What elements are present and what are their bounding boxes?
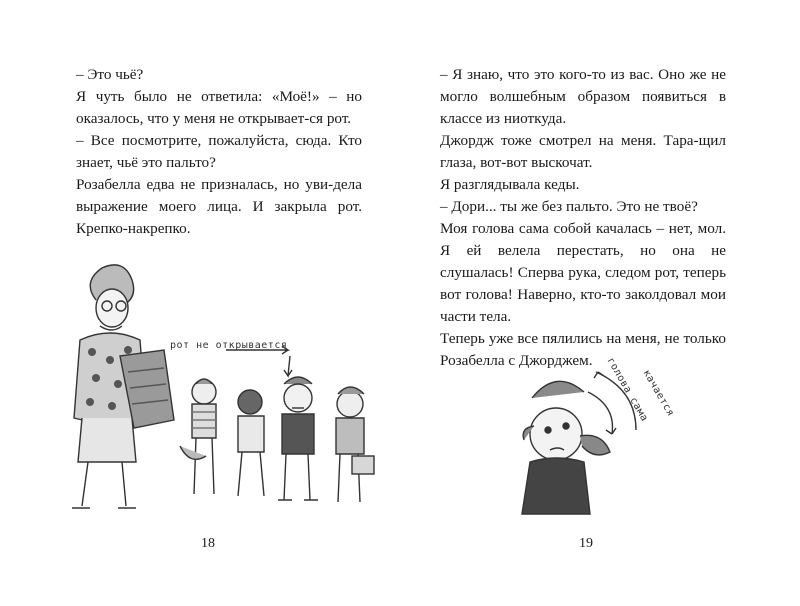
paragraph: Я чуть было не ответила: «Моё!» – но оказалось, что у меня не открывает-ся рот. [76,88,362,127]
page-number: 19 [579,536,593,551]
paragraph: Я разглядывала кеды. [440,176,580,193]
paragraph: – Все посмотрите, пожалуйста, сюда. Кто знает, чьё это пальто? [76,132,362,171]
paragraph: Теперь уже все пялились на меня, не только Розабелла с Джорджем. [440,330,726,369]
illustration-caption-line-2: качается [640,368,677,419]
paragraph: Розабелла едва не призналась, но уви-дела выражение моего лица. И закрыла рот. Крепко-накрепко. [76,176,362,237]
paragraph: Моя голова сама собой качалась – нет, мол. Я ей велела перестать, но она не слушалась! Сперва рука, следом рот, теперь вот голова! Наверно, кто-то заколдовал мои части тела. [440,220,726,325]
paragraph: Джордж тоже смотрел на меня. Тара-щил глаза, вот-вот выскочат. [440,132,726,171]
page-number: 18 [201,536,215,551]
paragraph: – Я знаю, что это кого-то из вас. Оно же не могло волшебным образом появиться в классе из ниоткуда. [440,66,726,127]
paragraph: – Это чьё? [76,66,144,83]
paragraph: – Дори... ты же без пальто. Это не твоё? [440,198,698,215]
illustration-caption-line-1: голова сама [604,356,650,424]
illustration-caption: рот не открывается [170,340,288,351]
